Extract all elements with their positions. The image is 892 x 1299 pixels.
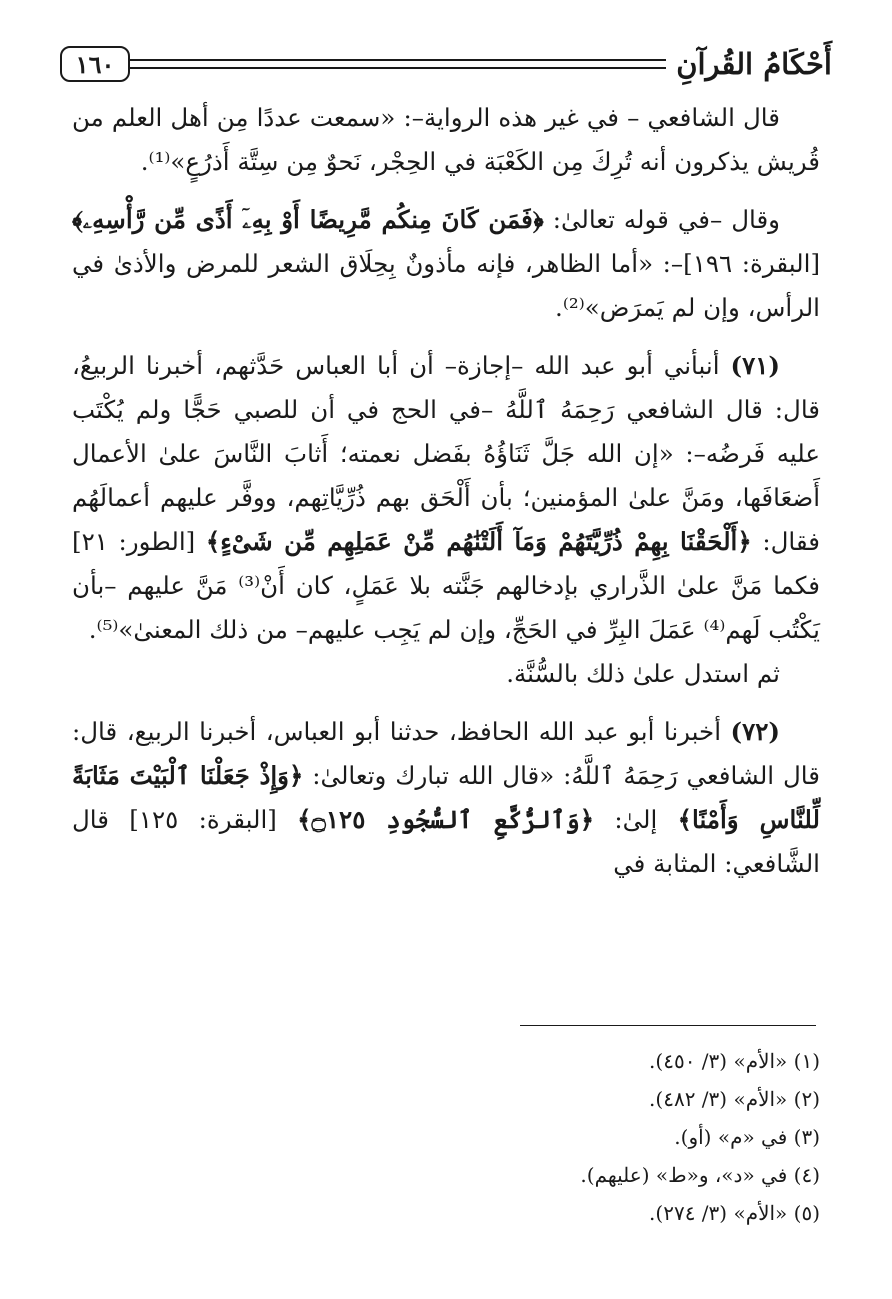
text-run: أخبرنا أبو عبد الله الحافظ، حدثنا أبو العباس، أخبرنا الربيع، قال: قال الشافعي رَحِمَهُ ٱللَّهُ: «قال الله تبارك وتعالىٰ: <box>72 717 820 790</box>
text-run: إلىٰ: <box>594 805 678 834</box>
footnote: (١) «الأم» (٣/ ٤٥٠). <box>649 1049 820 1073</box>
text-run: أنبأني أبو عبد الله –إجازة– أن أبا العباس حَدَّثهم، أخبرنا الربيعُ، قال: قال الشافعي رَحِمَهُ ٱللَّهُ –في الحج في أن للصبي حَجًّا ولم يُكْتَب عليه فَرضُه–: «إن الله جَلَّ ثَنَاؤُهُ بفَضل نعمته؛ أَثابَ النَّاسَ علىٰ الأعمال أَضعَافَها، ومَنَّ علىٰ المؤمنين؛ بأن أَلْحَق بهم ذُرِّيَّاتِهم، ووفَّر عليهم أعمالَهُم فقال: <box>72 351 821 556</box>
footnote-separator <box>520 1025 816 1026</box>
text-run: [البقرة: ١٩٦]–: «أما الظاهر، فإنه مأذونٌ بِحِلَاق الشعر للمرض والأذىٰ في الرأس، وإن لم يَمرَض»⁽²⁾. <box>72 249 821 322</box>
quran-verse: ﴿وَٱلرُّكَّعِ ٱلسُّجُودِ ۝١٢٥﴾ <box>297 805 595 834</box>
quran-verse: ﴿وَإِذْ جَعَلْنَا ٱلْبَيْتَ مَثَابَةً لِّلنَّاسِ وَأَمْنًا﴾ <box>72 761 820 834</box>
footnote: (٤) في «د»، و«ط» (عليهم). <box>580 1163 820 1187</box>
text-run: [البقرة: ١٢٥] قال الشَّافعي: المثابة في <box>72 805 820 878</box>
footnote: (٢) «الأم» (٣/ ٤٨٢). <box>649 1087 820 1111</box>
paragraph: ثم استدل علىٰ ذلك بالسُّنَّة. <box>506 659 780 688</box>
header-double-rule <box>130 59 666 69</box>
main-text <box>72 96 820 886</box>
quran-verse: ﴿فَمَن كَانَ مِنكُم مَّرِيضًا أَوْ بِهِۦٓ أَذًى مِّن رَّأْسِهِۦ﴾ <box>72 205 544 234</box>
footnote: (٥) «الأم» (٣/ ٢٧٤). <box>649 1201 820 1225</box>
paragraph <box>72 710 820 886</box>
narration-number: (٧٢) <box>730 717 780 746</box>
page-header <box>60 36 832 92</box>
text-run: وقال –في قوله تعالىٰ: <box>543 205 781 234</box>
footnote: (٣) في «م» (أو). <box>674 1125 820 1149</box>
book-title: أَحْكَامُ القُرآنِ <box>676 47 832 81</box>
paragraph <box>72 344 820 652</box>
paragraph <box>72 198 820 330</box>
paragraph: قال الشافعي – في غير هذه الرواية–: «سمعت عددًا مِن أهل العلم من قُريش يذكرون أنه تُرِكَ مِن الكَعْبَة في الحِجْر، نَحوٌ مِن سِتَّة أَذرُعٍ»⁽¹⁾. <box>72 103 820 176</box>
text-run: [الطور: ٢١] فكما مَنَّ علىٰ الذَّراري بإدخالهم جَنَّته بلا عَمَلٍ، كان أَنْ⁽³⁾ مَنَّ عليهم –بأن يَكْتُب لَهم⁽⁴⁾ عَمَلَ البِرِّ في الحَجِّ، وإن لم يَجِب عليهم– من ذلك المعنىٰ»⁽⁵⁾. <box>72 527 821 644</box>
narration-number: (٧١) <box>730 351 780 380</box>
quran-verse: ﴿أَلْحَقْنَا بِهِمْ ذُرِّيَّتَهُمْ وَمَآ أَلَتْنَٰهُم مِّنْ عَمَلِهِم مِّن شَىْءٍ﴾ <box>205 527 752 556</box>
page-number-badge: ١٦٠ <box>60 46 130 82</box>
footnotes <box>72 1042 820 1232</box>
